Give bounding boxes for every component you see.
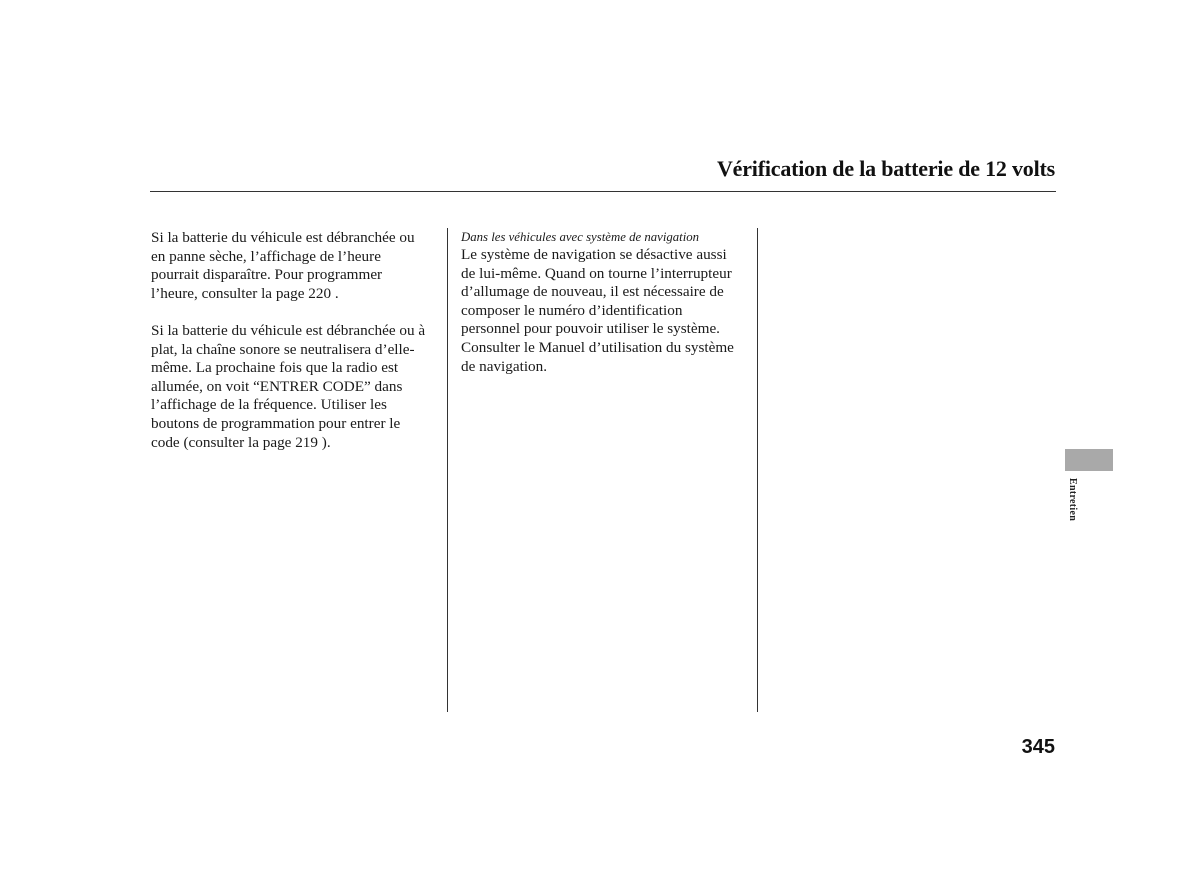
section-tab-marker	[1065, 449, 1113, 471]
radio-code-paragraph: Si la batterie du véhicule est débranchée ou à plat, la chaîne sonore se neutralisera d’elle- même. La prochaine fois que la radio est allumée, on voit “ENTRER CODE” dans l’affichage de la fréquence. Utiliser les boutons de programmation pour entrer le code (consulter la page 219 ).	[151, 321, 426, 451]
page-number: 345	[1021, 736, 1055, 758]
clock-reset-paragraph: Si la batterie du véhicule est débranchée ou en panne sèche, l’affichage de l’heure pourrait disparaître. Pour programmer l’heure, consulter la page 220 .	[151, 229, 415, 302]
page-title: Vérification de la batterie de 12 volts	[716, 156, 1055, 181]
navigation-paragraph: Le système de navigation se désactive aussi de lui-même. Quand on tourne l’interrupteur d’allumage de nouveau, il est nécessaire de composer le numéro d’identification personnel pour pouvoir utiliser le système. Consulter le Manuel d’utilisation du système de navigation.	[461, 246, 734, 375]
column-divider-left	[447, 228, 448, 712]
left-text-column	[151, 229, 441, 452]
title-divider	[150, 191, 1056, 192]
column-divider-right	[757, 228, 758, 712]
section-tab-label: Entretien	[1067, 478, 1078, 522]
middle-text-column	[461, 229, 751, 376]
navigation-note-heading: Dans les véhicules avec système de navigation	[461, 230, 700, 244]
